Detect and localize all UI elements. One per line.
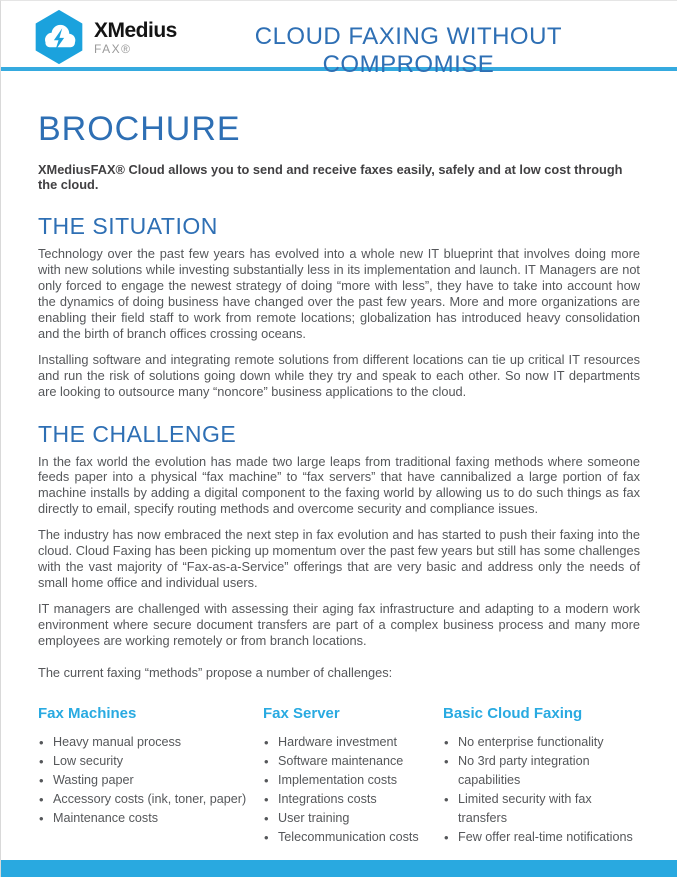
document-intro: XMediusFAX® Cloud allows you to send and receive faxes easily, safely and at low cost through the cloud.	[38, 162, 623, 193]
brand-sub: FAX®	[94, 41, 132, 56]
challenges-lead-in: The current faxing “methods” propose a number of challenges:	[38, 664, 393, 680]
situation-paragraph-1: Technology over the past few years has evolved into a whole new IT blueprint that involves doing more with new solutions while investing substantially less in its implementation and launch. IT Managers are not only forced to engage the newest strategy of doing “more with less”, they have to take into account how the dynamics of doing business have changed over the past few years. More and more organizations are enabling their field staff to work from remote locations; globalization has introduced heavy consolidation and the birth of branch offices crossing oceans.	[38, 246, 640, 341]
footer-accent-bar	[1, 860, 677, 877]
list-item: • Heavy manual process	[38, 733, 263, 752]
challenge-columns	[38, 705, 640, 847]
list-item: • Software maintenance	[263, 752, 443, 771]
challenge-paragraph-2: The industry has now embraced the next step in fax evolution and has started to push their faxing into the cloud. Cloud Faxing has been picking up momentum over the past few years but still has some challenges with the vast majority of “Fax-as-a-Service” offerings that are very basic and address only the needs of small home office and individual users.	[38, 527, 640, 590]
situation-paragraph-2: Installing software and integrating remote solutions from different locations can tie up critical IT resources and run the risk of solutions going down while they try and speak to each other. So now IT departments are looking to outsource many “noncore” business applications to the cloud.	[38, 351, 640, 399]
column-heading-fax-machines: Fax Machines	[38, 704, 137, 722]
header-tagline: CLOUD FAXING WITHOUT COMPROMISE	[254, 23, 563, 78]
list-item: • Integrations costs	[263, 790, 443, 809]
fax-server-list	[263, 733, 443, 847]
fax-machines-list	[38, 733, 263, 828]
basic-cloud-faxing-list	[443, 733, 640, 847]
column-heading-basic-cloud-faxing: Basic Cloud Faxing	[443, 704, 583, 722]
list-item: • Limited security with fax transfers	[443, 790, 640, 828]
list-item: • Accessory costs (ink, toner, paper)	[38, 790, 263, 809]
challenge-paragraph-1: In the fax world the evolution has made two large leaps from traditional faxing methods where someone feeds paper into a physical “fax machine” to “fax servers” that have cannibalized a large portion of fax machine installs by adding a digital component to the faxing world by allowing us to do such things as fax directly to email, specify routing methods and overcome security and compliance issues.	[38, 453, 640, 517]
list-item: • No enterprise functionality	[443, 733, 640, 752]
list-item: • Few offer real-time notifications	[443, 828, 640, 847]
section-heading-challenge: THE CHALLENGE	[38, 420, 237, 447]
page-header	[1, 1, 677, 78]
xmedius-logo	[32, 9, 177, 65]
list-item: • Wasting paper	[38, 771, 263, 790]
list-item: • Implementation costs	[263, 771, 443, 790]
document-title: BROCHURE	[38, 110, 241, 148]
section-heading-situation: THE SITUATION	[38, 213, 218, 240]
list-item: • No 3rd party integration capabilities	[443, 752, 640, 790]
challenge-paragraph-3: IT managers are challenged with assessing their aging fax infrastructure and adapting to a modern work environment where secure document transfers are part of a complex business process and many more employees are working remotely or from branch locations.	[38, 600, 640, 648]
list-item: • Maintenance costs	[38, 809, 263, 828]
list-item: • Hardware investment	[263, 733, 443, 752]
column-heading-fax-server: Fax Server	[263, 704, 340, 722]
brand-text	[94, 20, 177, 55]
list-item: • Low security	[38, 752, 263, 771]
cloud-lightning-logo-icon	[32, 9, 86, 65]
main-content	[1, 71, 677, 847]
brand-name: XMedius	[94, 18, 177, 42]
list-item: • User training	[263, 809, 443, 828]
column-basic-cloud-faxing	[443, 705, 640, 847]
column-fax-server	[263, 705, 443, 847]
column-fax-machines	[38, 705, 263, 847]
list-item: • Telecommunication costs	[263, 828, 443, 847]
